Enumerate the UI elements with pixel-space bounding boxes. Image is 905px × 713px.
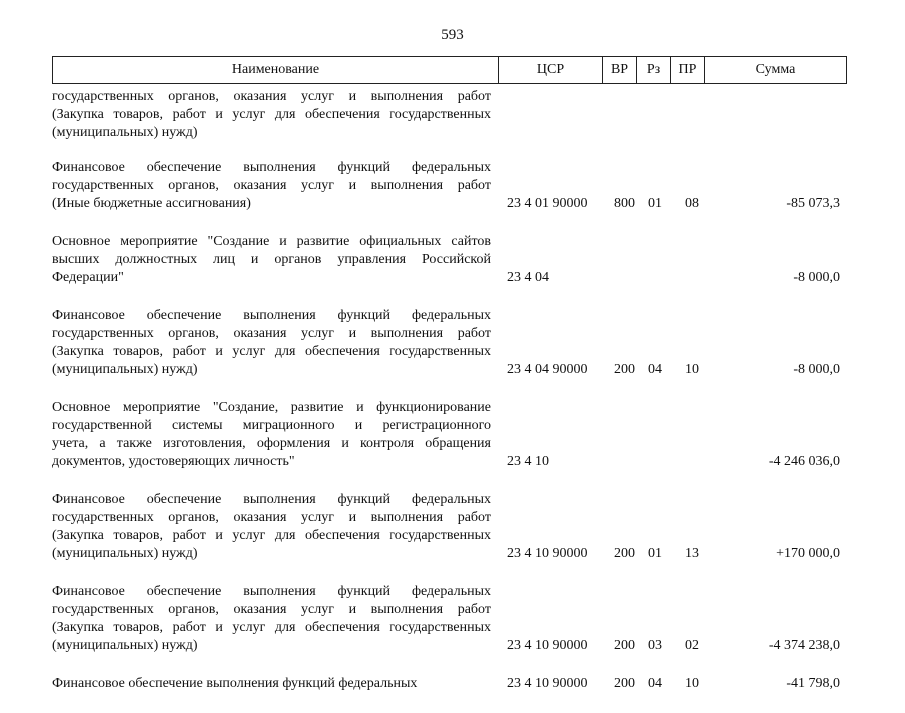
row-name-line: (Закупка товаров, работ и услуг для обеспечения государственных [52, 344, 491, 359]
row-name [52, 159, 491, 213]
row-vr: 200 [614, 676, 635, 691]
row-sum: -85 073,3 [786, 196, 840, 211]
row-name-line: Финансовое обеспечение выполнения функций федеральных [52, 160, 491, 175]
table-row [52, 233, 852, 287]
table-body [52, 88, 852, 713]
column-header-pr: ПР [671, 57, 705, 84]
row-sum: -8 000,0 [793, 362, 840, 377]
row-vr: 200 [614, 546, 635, 561]
row-sum: -8 000,0 [793, 270, 840, 285]
row-sum: -4 374 238,0 [768, 638, 840, 653]
table-row [52, 399, 852, 471]
row-csr: 23 4 04 [507, 270, 549, 285]
row-name-line: (муниципальных) нужд) [52, 125, 198, 140]
column-header-csr: ЦСР [499, 57, 603, 84]
row-name-line: учета, а также изготовления, оформления и контроля обращения [52, 436, 491, 451]
row-vr: 200 [614, 362, 635, 377]
row-name [52, 233, 491, 287]
row-name [52, 675, 491, 693]
row-name-line: (Закупка товаров, работ и услуг для обеспечения государственных [52, 620, 491, 635]
table-row [52, 159, 852, 213]
table-header [52, 56, 847, 84]
row-name-line: Финансовое обеспечение выполнения функций федеральных [52, 308, 491, 323]
table-row [52, 583, 852, 655]
row-name [52, 491, 491, 563]
row-name-line: государственных органов, оказания услуг и выполнения работ [52, 510, 491, 525]
row-name-line: государственных органов, оказания услуг и выполнения работ [52, 89, 491, 104]
row-name-line: (Иные бюджетные ассигнования) [52, 196, 251, 211]
row-name-line: государственных органов, оказания услуг и выполнения работ [52, 602, 491, 617]
table-row [52, 88, 852, 142]
row-rz: 04 [648, 362, 662, 377]
row-rz: 04 [648, 676, 662, 691]
row-name [52, 88, 491, 142]
column-header-name: Наименование [53, 57, 499, 84]
row-name [52, 583, 491, 655]
row-rz: 03 [648, 638, 662, 653]
row-name-line: Финансовое обеспечение выполнения функций федеральных [52, 676, 418, 691]
row-name-line: (Закупка товаров, работ и услуг для обеспечения государственных [52, 107, 491, 122]
row-csr: 23 4 01 90000 [507, 196, 588, 211]
table-row [52, 491, 852, 563]
row-name-line: (муниципальных) нужд) [52, 546, 198, 561]
row-sum: -4 246 036,0 [768, 454, 840, 469]
page-number: 593 [441, 27, 464, 43]
row-name-line: Финансовое обеспечение выполнения функций федеральных [52, 492, 491, 507]
row-csr: 23 4 10 90000 [507, 638, 588, 653]
row-name-line: Основное мероприятие "Создание и развитие официальных сайтов [52, 234, 491, 249]
column-header-rz: Рз [637, 57, 671, 84]
row-name-line: государственных органов, оказания услуг и выполнения работ [52, 326, 491, 341]
row-name-line: Основное мероприятие "Создание, развитие и функционирование [52, 400, 491, 415]
row-name [52, 399, 491, 471]
table-row [52, 675, 852, 693]
row-name-line: высших должностных лиц и органов управления Российской [52, 252, 491, 267]
row-name-line: государственной системы миграционного и регистрационного [52, 418, 491, 433]
row-name-line: Федерации" [52, 270, 124, 285]
row-vr: 200 [614, 638, 635, 653]
row-vr: 800 [614, 196, 635, 211]
row-pr: 13 [685, 546, 699, 561]
column-header-sum: Сумма [705, 57, 847, 84]
row-name [52, 307, 491, 379]
row-name-line: (Закупка товаров, работ и услуг для обеспечения государственных [52, 528, 491, 543]
row-pr: 10 [685, 362, 699, 377]
row-sum: +170 000,0 [776, 546, 840, 561]
row-name-line: государственных органов, оказания услуг и выполнения работ [52, 178, 491, 193]
row-name-line: (муниципальных) нужд) [52, 638, 198, 653]
row-rz: 01 [648, 196, 662, 211]
table-row [52, 307, 852, 379]
row-csr: 23 4 10 [507, 454, 549, 469]
row-csr: 23 4 04 90000 [507, 362, 588, 377]
column-header-vr: ВР [603, 57, 637, 84]
row-csr: 23 4 10 90000 [507, 546, 588, 561]
row-name-line: Финансовое обеспечение выполнения функций федеральных [52, 584, 491, 599]
row-pr: 10 [685, 676, 699, 691]
row-rz: 01 [648, 546, 662, 561]
row-csr: 23 4 10 90000 [507, 676, 588, 691]
row-pr: 02 [685, 638, 699, 653]
row-name-line: (муниципальных) нужд) [52, 362, 198, 377]
row-name-line: документов, удостоверяющих личность" [52, 454, 295, 469]
row-pr: 08 [685, 196, 699, 211]
row-sum: -41 798,0 [786, 676, 840, 691]
